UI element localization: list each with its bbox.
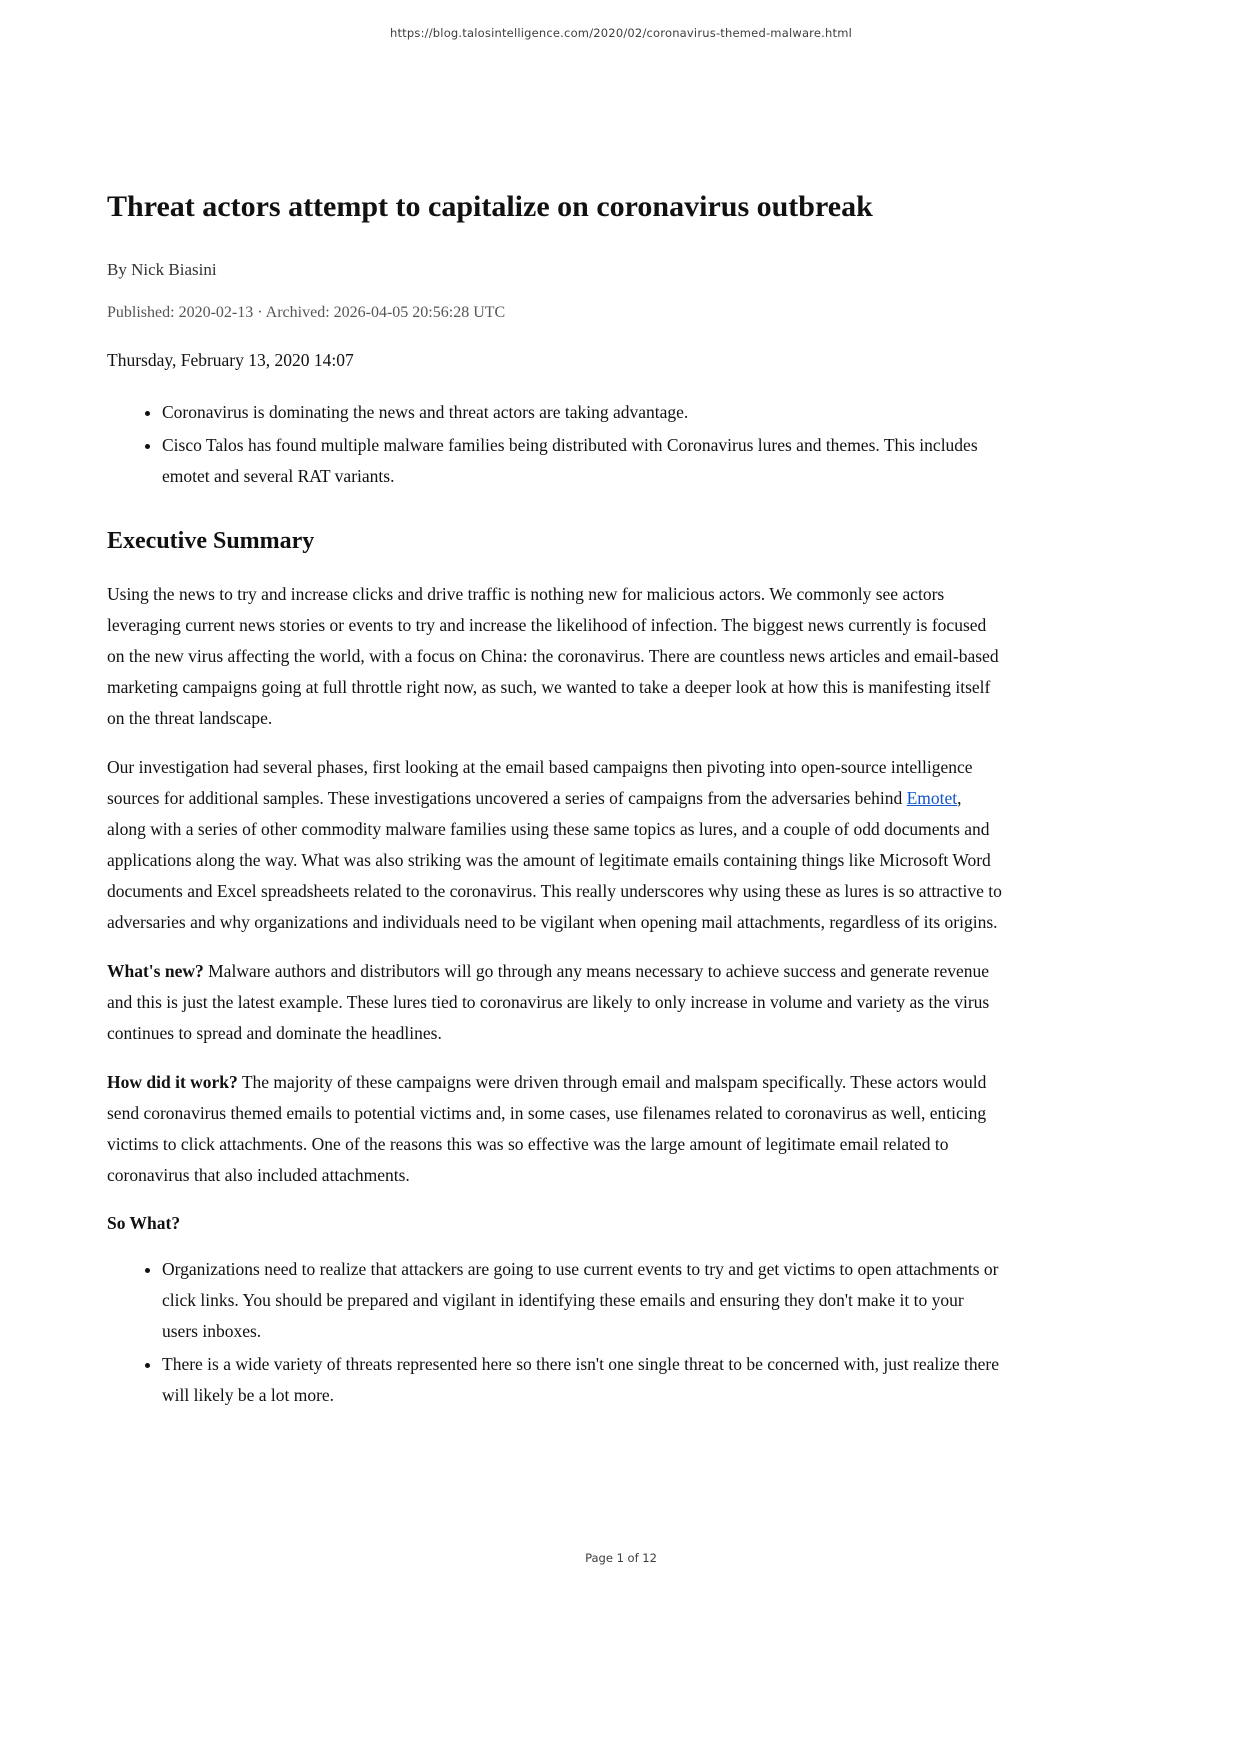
paragraph-how-did-it-work bbox=[107, 1067, 1004, 1191]
paragraph-2-after: , along with a series of other commodity malware families using these same topics as lures, and a couple of odd documents and applications along the way. What was also striking was the amount of legitimate emails containing things like Microsoft Word documents and Excel spreadsheets related to the coronavirus. This really underscores why using these as lures is so attractive to adversaries and why organizations and individuals need to be vigilant when opening mail attachments, regardless of its origins. bbox=[107, 787, 1002, 932]
whats-new-text: Malware authors and distributors will go through any means necessary to achieve success and generate revenue and this is just the latest example. These lures tied to coronavirus are likely to only increase in volume and variety as the virus continues to spread and dominate the headlines. bbox=[107, 960, 990, 1043]
intro-bullet-list bbox=[107, 397, 1004, 492]
so-what-heading: So What? bbox=[107, 1212, 181, 1233]
whats-new-lead: What's new? bbox=[107, 960, 204, 981]
how-did-it-work-lead: How did it work? bbox=[107, 1071, 238, 1092]
article-body bbox=[107, 188, 1004, 1431]
so-what-bullet-item: • There is a wide variety of threats represented here so there isn't one single threat to be concerned with, just realize there will likely be a lot more. bbox=[162, 1349, 1004, 1411]
article-title: Threat actors attempt to capitalize on coronavirus outbreak bbox=[107, 190, 873, 223]
so-what-bullet-item: • Organizations need to realize that attackers are going to use current events to try and get victims to open attachments or click links. You should be prepared and vigilant in identifying these emails and ensuring they don't make it to your users inboxes. bbox=[162, 1254, 1004, 1347]
intro-bullet-item: • Cisco Talos has found multiple malware families being distributed with Coronavirus lures and themes. This includes emotet and several RAT variants. bbox=[162, 430, 1004, 492]
print-footer-page-number: Page 1 of 12 bbox=[585, 1551, 657, 1565]
article-byline: By Nick Biasini bbox=[107, 259, 217, 279]
emotet-link[interactable]: Emotet bbox=[906, 787, 958, 808]
article-dateline: Thursday, February 13, 2020 14:07 bbox=[107, 349, 354, 370]
paragraph-whats-new bbox=[107, 956, 1004, 1049]
print-header-url: https://blog.talosintelligence.com/2020/02/coronavirus-themed-malware.html bbox=[389, 26, 852, 40]
paragraph-2-before: Our investigation had several phases, first looking at the email based campaigns then pivoting into open-source intelligence sources for additional samples. These investigations uncovered a series of campaigns from the adversaries behind bbox=[107, 756, 973, 808]
paragraph-2 bbox=[107, 752, 1004, 938]
intro-bullet-item: • Coronavirus is dominating the news and threat actors are taking advantage. bbox=[162, 397, 1004, 428]
paragraph-1: Using the news to try and increase clicks and drive traffic is nothing new for malicious actors. We commonly see actors leveraging current news stories or events to try and increase the likelihood of infection. The biggest news currently is focused on the new virus affecting the world, with a focus on China: the coronavirus. There are countless news articles and email-based marketing campaigns going at full throttle right now, as such, we wanted to take a deeper look at how this is manifesting itself on the threat landscape. bbox=[107, 583, 999, 728]
how-did-it-work-text: The majority of these campaigns were driven through email and malspam specifically. These actors would send coronavirus themed emails to potential victims and, in some cases, use filenames related to coronavirus as well, enticing victims to click attachments. One of the reasons this was so effective was the large amount of legitimate email related to coronavirus that also included attachments. bbox=[107, 1071, 987, 1185]
article-meta-dates: Published: 2020-02-13 · Archived: 2026-04-05 20:56:28 UTC bbox=[107, 303, 506, 321]
executive-summary-heading: Executive Summary bbox=[107, 527, 315, 554]
so-what-bullet-list bbox=[107, 1254, 1004, 1411]
